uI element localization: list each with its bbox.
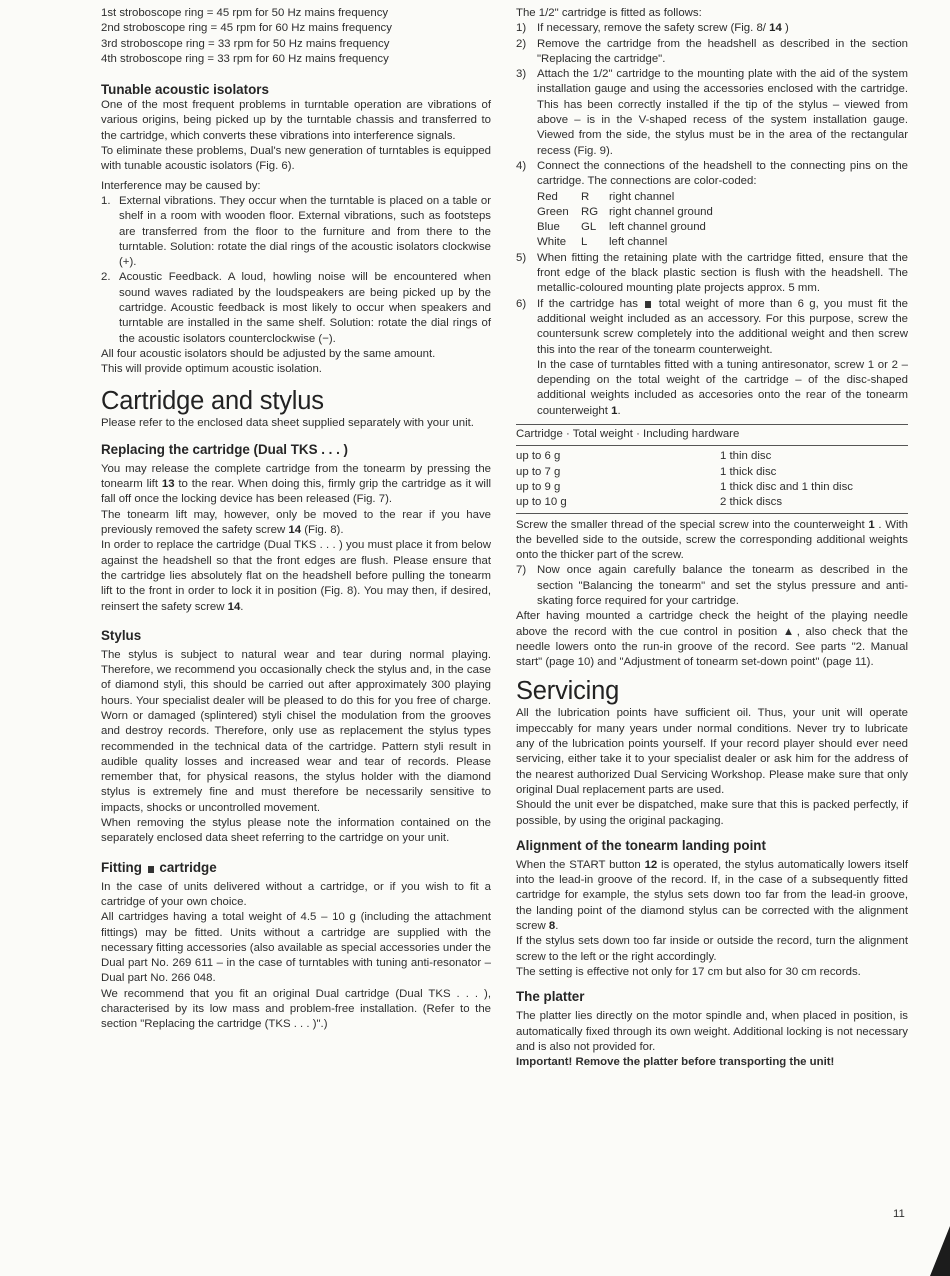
table-row: up to 10 g 2 thick discs	[516, 496, 783, 509]
replacing-paragraph: The tonearm lift may, however, only be moved to the rear if you have previously removed the safety screw 14 (Fig. 8).	[101, 508, 491, 537]
fitting-paragraph: In the case of units delivered without a cartridge, or if you wish to fit a cartridge of your own choice.	[101, 880, 491, 908]
fitting-intro: The 1/2" cartridge is fitted as follows:	[516, 7, 702, 19]
weight-table	[516, 424, 908, 513]
replacing-heading: Replacing the cartridge (Dual TKS . . . )	[101, 441, 349, 457]
color-code-row: Red R right channel	[537, 190, 675, 203]
fitting-heading: Fitting cartridge	[101, 859, 217, 875]
stroboscope-line: 3rd stroboscope ring = 33 rpm for 50 Hz mains frequency	[101, 37, 390, 50]
table-row: up to 7 g 1 thick disc	[516, 465, 777, 478]
table-row: up to 6 g 1 thin disc	[516, 450, 772, 463]
right-column	[516, 6, 908, 1070]
list-item: 5) When fitting the retaining plate with the cartridge fitted, ensure that the front edge of the black plastic section is flush with the headshell. The metallic-coloured mounting plate projects approx. 5 mm.	[516, 251, 908, 295]
square-mark-icon	[148, 866, 154, 873]
list-item: 7) Now once again carefully balance the tonearm as described in the section "Balancing the tonearm" and set the stylus pressure and anti-skating force required for your cartridge.	[516, 564, 908, 607]
fitting-paragraph: All cartridges having a total weight of 4.5 – 10 g (including the attachment fittings) may be fitted. Units without a cartridge are supplied with the necessary fitting accessories (also available as special accessories under the Dual part No. 269 611 – in the case of turntables with tuning anti-resonator – Dual part No. 266 048.	[101, 911, 492, 985]
platter-paragraph: The platter lies directly on the motor spindle and, when placed in position, is automatically fixed through its own weight. Additional locking is not necessary and is also not provided for.	[516, 1010, 908, 1053]
fitting-steps	[516, 251, 908, 419]
stylus-heading: Stylus	[101, 627, 142, 643]
isolators-paragraph: One of the most frequent problems in turntable operation are vibrations of various origins, being picked up by the turntable chassis and transferred to the cartridge, which converts these vibrations into interference signals.	[101, 99, 491, 142]
cartridge-section-title: Cartridge and stylus	[101, 386, 324, 415]
platter-important-note: Important! Remove the platter before transporting the unit!	[516, 1056, 835, 1069]
color-code-row: White L left channel	[537, 236, 668, 249]
stroboscope-list	[101, 6, 491, 67]
alignment-paragraph: When the START button 12 is operated, the stylus automatically lowers itself into the lead-in groove of the record. If, in the case of a subsequently fitted cartridge for example, the stylus sets down too far from the lead-in groove, the landing point of the diamond stylus can be corrected with the alignment screw 8.	[516, 858, 908, 933]
list-item: 1. External vibrations. They occur when the turntable is placed on a table or shelf in a room with wooden floor. External vibrations, such as footsteps are transferred from the floor to the furniture and from there to the turntable. Solution: rotate the dial rings of the acoustic isolators clockwise (+).	[101, 194, 491, 269]
replacing-paragraph: You may release the complete cartridge from the tonearm by pressing the tonearm lift 13 to the rear. When doing this, firmly grip the cartridge as it will fall off once the locking device has been released (Fig. 7).	[101, 462, 492, 506]
stroboscope-line: 4th stroboscope ring = 33 rpm for 60 Hz mains frequency	[101, 52, 389, 65]
list-item: 3) Attach the 1/2" cartridge to the mounting plate with the aid of the system installation gauge and using the accessories enclosed with the cartridge. This has been correctly installed if the tip of the stylus – viewed from above – is in the V-shaped recess of the system installation gauge. Viewed from the side, the stylus must be in the area of the rectangular recess (Fig. 9).	[516, 68, 908, 157]
list-item: 1) If necessary, remove the safety screw (Fig. 8/ 14 )	[516, 22, 789, 35]
page-number: 11	[893, 1208, 905, 1220]
alignment-paragraph: The setting is effective not only for 17 cm but also for 30 cm records.	[516, 965, 861, 978]
stroboscope-line: 2nd stroboscope ring = 45 rpm for 60 Hz mains frequency	[101, 22, 392, 35]
color-code-row: Blue GL left channel ground	[537, 221, 706, 234]
list-item: 4) Connect the connections of the headshell to the connecting pins on the cartridge. The connections are color-coded:	[516, 159, 908, 188]
isolators-paragraph: To eliminate these problems, Dual's new generation of turntables is equipped with tunable acoustic isolators (Fig. 6).	[101, 145, 491, 173]
after-mount-paragraph: After having mounted a cartridge check the height of the playing needle above the record with the cue control in position ▲, also check that the needle lowers onto the run-in groove of the record. See parts "2. Manual start" (page 10) and "Adjustment of tonearm set-down point" (page 11).	[516, 610, 909, 669]
square-mark-icon	[645, 301, 651, 308]
servicing-section-title: Servicing	[516, 677, 620, 706]
alignment-paragraph: If the stylus sets down too far inside or outside the record, turn the alignment screw to the left or the right accordingly.	[516, 935, 908, 963]
stylus-paragraph: The stylus is subject to natural wear and tear during normal playing. Therefore, we recommend you occasionally check the stylus and, in the case of diamond styli, this should be carried out after approximately 300 playing hours. Your specialist dealer will be pleased to do this for you free of charge. Worn or damaged (splintered) styli chisel the modulation from the grooves and destroy records. Therefore, only use as replacement the stylus types recommended in the technical data of the cartridge. Pattern styli result in audible quality losses and increased wear and tear of records. Please remember that, for physical reasons, the stylus holder with the diamond stylus is extremely fine and must therefore be necessarily sensitive to impacts, shocks or uncontrolled movement.	[101, 648, 491, 814]
fitting-steps	[516, 21, 908, 189]
cartridge-intro: Please refer to the enclosed data sheet supplied separately with your unit.	[101, 416, 474, 429]
replacing-paragraph: In order to replace the cartridge (Dual TKS . . . ) you must place it from below against the headshell so that the front edges are flush. Please ensure that the cartridge lies absolutely flat on the headshell before pulling the tonearm lift to the front in order to lock it in position (Fig. 8). You may then, if desired, reinsert the safety screw 14.	[101, 539, 491, 613]
color-code-row: Green RG right channel ground	[537, 205, 713, 218]
alignment-heading: Alignment of the tonearm landing point	[516, 837, 766, 853]
after-table-paragraph: Screw the smaller thread of the special screw into the counterweight 1 . With the bevelled side to the outside, screw the corresponding additional weights onto the thicker part of the screw.	[516, 518, 909, 562]
isolators-paragraph: All four acoustic isolators should be adjusted by the same amount.	[101, 347, 436, 360]
left-column	[101, 6, 491, 1033]
table-header: Cartridge · Total weight · Including hardware	[516, 425, 908, 446]
list-item: 2) Remove the cartridge from the headshell as described in the section "Replacing the cartridge".	[516, 37, 908, 65]
table-row: up to 9 g 1 thick disc and 1 thin disc	[516, 480, 853, 493]
fitting-paragraph: We recommend that you fit an original Dual cartridge (Dual TKS . . . ), characterised by its low mass and problem-free installation. (Refer to the section "Replacing the cartridge (TKS . . . )".)	[101, 987, 491, 1031]
stroboscope-line: 1st stroboscope ring = 45 rpm for 50 Hz mains frequency	[101, 7, 389, 19]
list-item: 6) If the cartridge has total weight of more than 6 g, you must fit the additional weight included as an accessory. For this purpose, screw the countersunk screw completely into the additional weight and then screw this into the rear of the tonearm counterweight. In the case of turntables fitted with a tuning antiresonator, screw 1 or 2 – depending on the total weight of the cartridge – of the disc-shaped additional weights included as accesories onto the rear of the tonearm counterweight 1.	[516, 297, 909, 417]
platter-heading: The platter	[516, 989, 585, 1005]
isolators-paragraph: This will provide optimum acoustic isolation.	[101, 363, 322, 376]
cue-up-icon: ▲	[782, 625, 797, 638]
interference-list	[101, 194, 491, 347]
list-item: 2. Acoustic Feedback. A loud, howling noise will be encountered when sound waves radiated by the loudspeakers are being picked up by the cartridge. Acoustic feedback is most likely to occur when speakers and turntable are installed in the same shelf. Solution: rotate the dial rings of the acoustic isolators counterclockwise (−).	[101, 271, 491, 345]
isolators-paragraph: Interference may be caused by:	[101, 179, 261, 192]
page-corner-shadow	[930, 1226, 950, 1276]
color-code-list	[537, 190, 908, 251]
servicing-paragraph: All the lubrication points have sufficient oil. Thus, your unit will operate impeccably for many years under normal conditions. Never try to lubricate any of the lubrication points yourself. If your record player should ever need servicing, either take it to your specialist dealer or ask him for the address of the nearest authorized Dual Servicing Workshop. Please make sure that only original Dual replacement parts are used.	[516, 707, 908, 796]
isolators-heading: Tunable acoustic isolators	[101, 82, 269, 98]
servicing-paragraph: Should the unit ever be dispatched, make sure that this is packed perfectly, if possible, by using the original packaging.	[516, 799, 908, 827]
fitting-steps	[516, 563, 908, 609]
stylus-paragraph: When removing the stylus please note the information contained on the separately enclosed data sheet referring to the cartridge on your unit.	[101, 817, 491, 845]
